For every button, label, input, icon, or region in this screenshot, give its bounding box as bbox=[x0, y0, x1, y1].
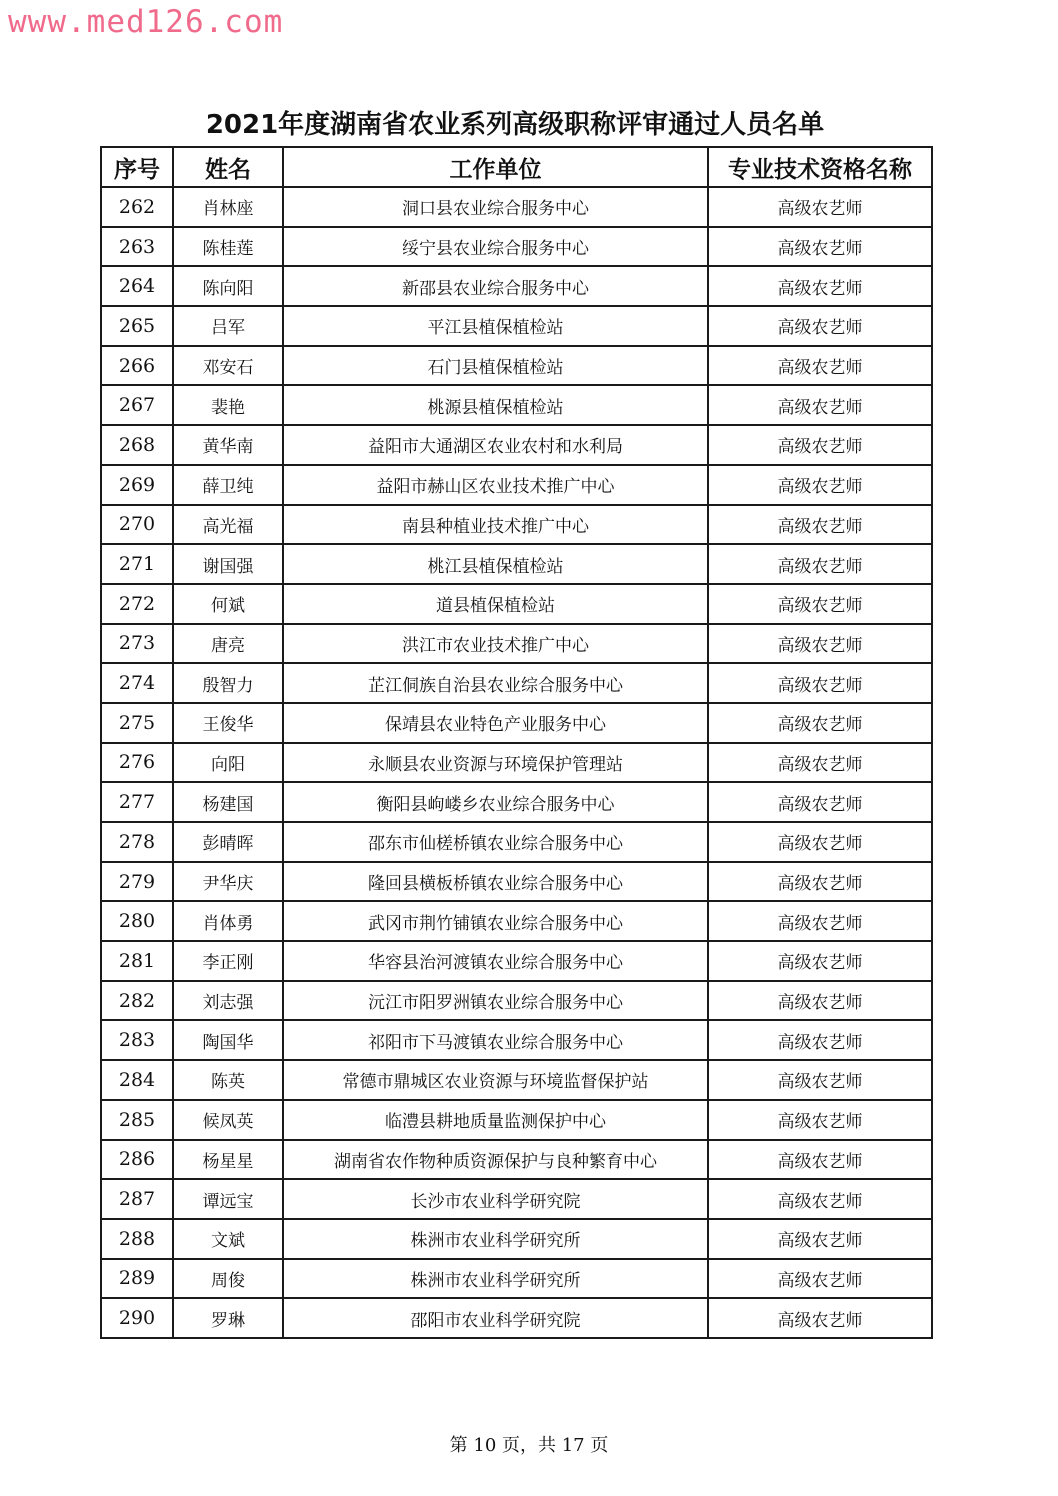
cell-name: 彭晴晖 bbox=[173, 822, 283, 862]
cell-index: 273 bbox=[101, 624, 173, 664]
cell-qualification: 高级农艺师 bbox=[708, 782, 932, 822]
cell-qualification: 高级农艺师 bbox=[708, 266, 932, 306]
cell-name: 向阳 bbox=[173, 743, 283, 783]
cell-name: 候凤英 bbox=[173, 1100, 283, 1140]
cell-index: 279 bbox=[101, 862, 173, 902]
cell-work-unit: 临澧县耕地质量监测保护中心 bbox=[283, 1100, 708, 1140]
cell-index: 272 bbox=[101, 584, 173, 624]
cell-qualification: 高级农艺师 bbox=[708, 465, 932, 505]
table-header-row bbox=[101, 147, 932, 187]
column-header-name: 姓名 bbox=[173, 147, 283, 187]
table-row bbox=[101, 1179, 932, 1219]
cell-work-unit: 平江县植保植检站 bbox=[283, 306, 708, 346]
cell-name: 王俊华 bbox=[173, 703, 283, 743]
cell-index: 281 bbox=[101, 941, 173, 981]
table-row bbox=[101, 505, 932, 545]
cell-index: 286 bbox=[101, 1140, 173, 1180]
cell-work-unit: 邵阳市农业科学研究院 bbox=[283, 1298, 708, 1338]
table-row bbox=[101, 306, 932, 346]
cell-name: 何斌 bbox=[173, 584, 283, 624]
table-row bbox=[101, 266, 932, 306]
roster-table bbox=[100, 146, 933, 1339]
cell-work-unit: 桃源县植保植检站 bbox=[283, 385, 708, 425]
table-row bbox=[101, 187, 932, 227]
cell-name: 刘志强 bbox=[173, 981, 283, 1021]
cell-index: 289 bbox=[101, 1259, 173, 1299]
cell-index: 269 bbox=[101, 465, 173, 505]
page-title: 2021年度湖南省农业系列高级职称评审通过人员名单 bbox=[205, 110, 825, 140]
table-row bbox=[101, 703, 932, 743]
table-row bbox=[101, 1140, 932, 1180]
cell-index: 270 bbox=[101, 505, 173, 545]
cell-name: 陈桂莲 bbox=[173, 227, 283, 267]
cell-qualification: 高级农艺师 bbox=[708, 187, 932, 227]
cell-work-unit: 隆回县横板桥镇农业综合服务中心 bbox=[283, 862, 708, 902]
cell-qualification: 高级农艺师 bbox=[708, 544, 932, 584]
table-row bbox=[101, 1259, 932, 1299]
cell-work-unit: 新邵县农业综合服务中心 bbox=[283, 266, 708, 306]
cell-name: 李正刚 bbox=[173, 941, 283, 981]
cell-index: 266 bbox=[101, 346, 173, 386]
cell-work-unit: 邵东市仙槎桥镇农业综合服务中心 bbox=[283, 822, 708, 862]
table-row bbox=[101, 1060, 932, 1100]
cell-index: 276 bbox=[101, 743, 173, 783]
cell-work-unit: 武冈市荆竹铺镇农业综合服务中心 bbox=[283, 901, 708, 941]
cell-index: 277 bbox=[101, 782, 173, 822]
cell-work-unit: 益阳市大通湖区农业农村和水利局 bbox=[283, 425, 708, 465]
cell-work-unit: 道县植保植检站 bbox=[283, 584, 708, 624]
cell-index: 287 bbox=[101, 1179, 173, 1219]
cell-index: 285 bbox=[101, 1100, 173, 1140]
column-header-work-unit: 工作单位 bbox=[283, 147, 708, 187]
table-row bbox=[101, 1219, 932, 1259]
cell-qualification: 高级农艺师 bbox=[708, 306, 932, 346]
cell-qualification: 高级农艺师 bbox=[708, 385, 932, 425]
table-row bbox=[101, 941, 932, 981]
cell-index: 274 bbox=[101, 663, 173, 703]
table-row bbox=[101, 981, 932, 1021]
table-body bbox=[101, 187, 932, 1338]
cell-work-unit: 沅江市阳罗洲镇农业综合服务中心 bbox=[283, 981, 708, 1021]
cell-name: 周俊 bbox=[173, 1259, 283, 1299]
cell-qualification: 高级农艺师 bbox=[708, 1298, 932, 1338]
cell-work-unit: 桃江县植保植检站 bbox=[283, 544, 708, 584]
cell-work-unit: 祁阳市下马渡镇农业综合服务中心 bbox=[283, 1020, 708, 1060]
cell-qualification: 高级农艺师 bbox=[708, 584, 932, 624]
table-row bbox=[101, 544, 932, 584]
table-row bbox=[101, 346, 932, 386]
cell-work-unit: 保靖县农业特色产业服务中心 bbox=[283, 703, 708, 743]
cell-work-unit: 常德市鼎城区农业资源与环境监督保护站 bbox=[283, 1060, 708, 1100]
cell-index: 275 bbox=[101, 703, 173, 743]
cell-name: 肖体勇 bbox=[173, 901, 283, 941]
cell-name: 黄华南 bbox=[173, 425, 283, 465]
cell-name: 陈向阳 bbox=[173, 266, 283, 306]
cell-index: 271 bbox=[101, 544, 173, 584]
cell-qualification: 高级农艺师 bbox=[708, 227, 932, 267]
cell-name: 文斌 bbox=[173, 1219, 283, 1259]
cell-qualification: 高级农艺师 bbox=[708, 1179, 932, 1219]
table-row bbox=[101, 862, 932, 902]
cell-qualification: 高级农艺师 bbox=[708, 862, 932, 902]
table-row bbox=[101, 584, 932, 624]
cell-name: 殷智力 bbox=[173, 663, 283, 703]
cell-index: 263 bbox=[101, 227, 173, 267]
cell-qualification: 高级农艺师 bbox=[708, 941, 932, 981]
cell-qualification: 高级农艺师 bbox=[708, 1060, 932, 1100]
cell-work-unit: 永顺县农业资源与环境保护管理站 bbox=[283, 743, 708, 783]
table-row bbox=[101, 465, 932, 505]
watermark-text: www.med126.com bbox=[8, 4, 284, 40]
cell-work-unit: 株洲市农业科学研究所 bbox=[283, 1219, 708, 1259]
table-row bbox=[101, 743, 932, 783]
cell-work-unit: 绥宁县农业综合服务中心 bbox=[283, 227, 708, 267]
cell-name: 邓安石 bbox=[173, 346, 283, 386]
cell-name: 高光福 bbox=[173, 505, 283, 545]
column-header-index: 序号 bbox=[101, 147, 173, 187]
cell-qualification: 高级农艺师 bbox=[708, 703, 932, 743]
table-row bbox=[101, 1298, 932, 1338]
cell-qualification: 高级农艺师 bbox=[708, 822, 932, 862]
cell-qualification: 高级农艺师 bbox=[708, 663, 932, 703]
cell-qualification: 高级农艺师 bbox=[708, 1219, 932, 1259]
cell-qualification: 高级农艺师 bbox=[708, 1140, 932, 1180]
cell-work-unit: 湖南省农作物种质资源保护与良种繁育中心 bbox=[283, 1140, 708, 1180]
cell-qualification: 高级农艺师 bbox=[708, 505, 932, 545]
cell-index: 264 bbox=[101, 266, 173, 306]
cell-index: 282 bbox=[101, 981, 173, 1021]
cell-index: 288 bbox=[101, 1219, 173, 1259]
cell-work-unit: 芷江侗族自治县农业综合服务中心 bbox=[283, 663, 708, 703]
cell-name: 唐亮 bbox=[173, 624, 283, 664]
cell-index: 268 bbox=[101, 425, 173, 465]
cell-name: 尹华庆 bbox=[173, 862, 283, 902]
cell-name: 陶国华 bbox=[173, 1020, 283, 1060]
table-row bbox=[101, 822, 932, 862]
cell-qualification: 高级农艺师 bbox=[708, 981, 932, 1021]
cell-name: 吕军 bbox=[173, 306, 283, 346]
cell-index: 290 bbox=[101, 1298, 173, 1338]
table-row bbox=[101, 425, 932, 465]
cell-work-unit: 株洲市农业科学研究所 bbox=[283, 1259, 708, 1299]
cell-name: 谢国强 bbox=[173, 544, 283, 584]
cell-name: 裴艳 bbox=[173, 385, 283, 425]
cell-qualification: 高级农艺师 bbox=[708, 1259, 932, 1299]
cell-name: 陈英 bbox=[173, 1060, 283, 1100]
cell-index: 278 bbox=[101, 822, 173, 862]
cell-name: 薛卫纯 bbox=[173, 465, 283, 505]
cell-index: 284 bbox=[101, 1060, 173, 1100]
cell-qualification: 高级农艺师 bbox=[708, 346, 932, 386]
column-header-qualification: 专业技术资格名称 bbox=[708, 147, 932, 187]
cell-index: 283 bbox=[101, 1020, 173, 1060]
cell-qualification: 高级农艺师 bbox=[708, 901, 932, 941]
table-row bbox=[101, 782, 932, 822]
cell-qualification: 高级农艺师 bbox=[708, 425, 932, 465]
cell-work-unit: 洪江市农业技术推广中心 bbox=[283, 624, 708, 664]
page-number: 第 10 页，共 17 页 bbox=[449, 1435, 609, 1456]
cell-name: 杨星星 bbox=[173, 1140, 283, 1180]
cell-qualification: 高级农艺师 bbox=[708, 624, 932, 664]
cell-work-unit: 华容县治河渡镇农业综合服务中心 bbox=[283, 941, 708, 981]
table-row bbox=[101, 385, 932, 425]
table-row bbox=[101, 624, 932, 664]
table-row bbox=[101, 901, 932, 941]
cell-name: 肖林座 bbox=[173, 187, 283, 227]
cell-qualification: 高级农艺师 bbox=[708, 1100, 932, 1140]
cell-work-unit: 益阳市赫山区农业技术推广中心 bbox=[283, 465, 708, 505]
cell-work-unit: 南县种植业技术推广中心 bbox=[283, 505, 708, 545]
cell-work-unit: 长沙市农业科学研究院 bbox=[283, 1179, 708, 1219]
table-row bbox=[101, 1020, 932, 1060]
cell-work-unit: 洞口县农业综合服务中心 bbox=[283, 187, 708, 227]
cell-qualification: 高级农艺师 bbox=[708, 1020, 932, 1060]
table-row bbox=[101, 663, 932, 703]
table-row bbox=[101, 1100, 932, 1140]
table-row bbox=[101, 227, 932, 267]
cell-name: 谭远宝 bbox=[173, 1179, 283, 1219]
cell-work-unit: 衡阳县岣嵝乡农业综合服务中心 bbox=[283, 782, 708, 822]
cell-index: 262 bbox=[101, 187, 173, 227]
cell-index: 280 bbox=[101, 901, 173, 941]
cell-index: 265 bbox=[101, 306, 173, 346]
cell-name: 杨建国 bbox=[173, 782, 283, 822]
cell-index: 267 bbox=[101, 385, 173, 425]
cell-work-unit: 石门县植保植检站 bbox=[283, 346, 708, 386]
cell-name: 罗琳 bbox=[173, 1298, 283, 1338]
cell-qualification: 高级农艺师 bbox=[708, 743, 932, 783]
